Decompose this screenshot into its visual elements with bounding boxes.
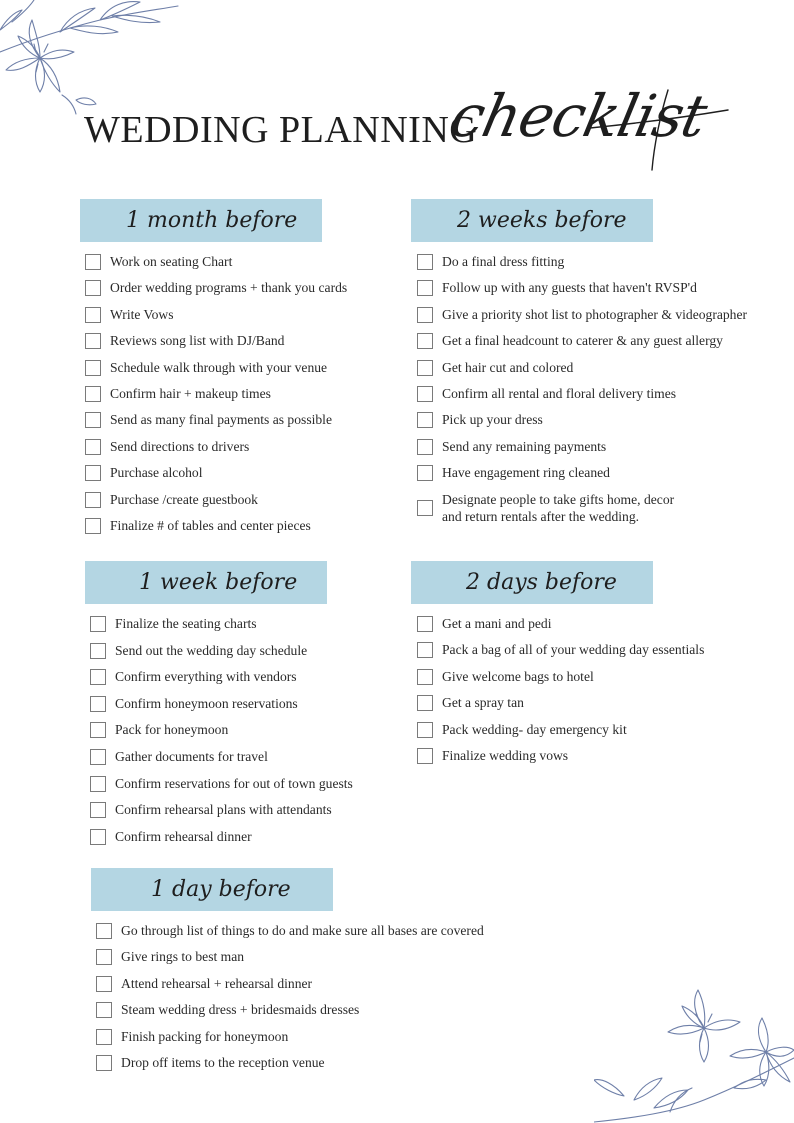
checkbox[interactable] [85,280,101,296]
list-item [85,491,347,517]
list-item [417,615,704,641]
item-label: Attend rehearsal + rehearsal dinner [121,975,313,991]
item-label: Finalize wedding vows [442,747,569,763]
list-item [417,694,704,720]
checkbox[interactable] [90,616,106,632]
list-item [90,642,353,669]
list-item [417,306,747,332]
section-1-month-before [80,199,347,543]
item-label: Finish packing for honeymoon [121,1028,289,1044]
list-item [96,1054,484,1080]
section-header: 2 days before [411,561,653,604]
item-label: Confirm all rental and floral delivery times [442,385,677,401]
list-item [85,279,347,305]
item-label: Finalize # of tables and center pieces [110,517,311,533]
list-item [90,748,353,775]
list-item [90,828,353,855]
item-label: Send out the wedding day schedule [115,642,308,658]
item-label: Go through list of things to do and make sure all bases are covered [121,923,484,938]
list-item [85,253,347,279]
checkbox[interactable] [417,695,433,711]
checkbox[interactable] [417,669,433,685]
checkbox[interactable] [90,829,106,845]
checklist [80,253,347,543]
item-label: Do a final dress fitting [442,254,565,269]
item-label: Confirm hair + makeup times [110,385,271,401]
item-label: Drop off items to the reception venue [121,1054,325,1070]
checkbox[interactable] [85,333,101,349]
checkbox[interactable] [96,949,112,965]
list-item [90,615,353,642]
item-label-line: and return rentals after the wedding. [442,508,640,524]
item-label: Get a spray tan [442,695,524,711]
list-item [417,253,747,279]
checklist [411,253,747,531]
list-item [85,385,347,411]
item-label: Work on seating Chart [110,254,233,269]
item-label: Steam wedding dress + bridesmaids dresses [121,1002,360,1018]
checklist [85,615,353,854]
list-item [96,1001,484,1027]
list-item [417,385,747,411]
item-label: Give a priority shot list to photographer & videographer [442,306,748,322]
checkbox[interactable] [417,465,433,481]
item-label: Send as many final payments as possible [110,412,332,428]
list-item [85,411,347,437]
checkbox[interactable] [96,923,112,939]
item-label: Give rings to best man [121,949,245,965]
checkbox[interactable] [417,280,433,296]
list-item [417,332,747,358]
floral-icon [0,0,180,115]
checkbox[interactable] [85,386,101,402]
checkbox[interactable] [96,1029,112,1045]
checkbox[interactable] [90,696,106,712]
item-label: Schedule walk through with your venue [110,359,328,375]
item-label: Order wedding programs + thank you cards [110,280,348,296]
list-item [96,975,484,1001]
checkbox[interactable] [417,748,433,764]
list-item [85,359,347,385]
list-item [90,721,353,748]
item-label: Gather documents for travel [115,748,268,764]
item-label: Get hair cut and colored [442,359,574,375]
list-item [85,306,347,332]
item-label: Pack for honeymoon [115,722,229,737]
section-1-day-before [91,868,484,1080]
floral-icon [594,988,794,1123]
item-label: Finalize the seating charts [115,616,257,631]
list-item [417,464,747,490]
checkbox[interactable] [96,1055,112,1071]
item-label: Confirm honeymoon reservations [115,695,298,711]
section-header: 1 month before [80,199,322,242]
checkbox[interactable] [90,669,106,685]
section-2-days-before [411,561,704,773]
list-item [90,668,353,695]
item-label: Send any remaining payments [442,438,607,454]
item-label-line: Designate people to take gifts home, decor [442,491,675,507]
item-label: Confirm rehearsal plans with attendants [115,802,332,817]
list-item [417,279,747,305]
list-item [85,332,347,358]
item-label: Give welcome bags to hotel [442,668,594,684]
checkbox[interactable] [85,492,101,508]
checkbox[interactable] [417,722,433,738]
item-label: Pack wedding- day emergency kit [442,721,627,737]
checkbox[interactable] [96,976,112,992]
checkbox[interactable] [417,412,433,428]
list-item [417,438,747,464]
item-label: Have engagement ring cleaned [442,465,610,481]
list-item [417,668,704,694]
list-item [96,948,484,974]
checkbox[interactable] [85,518,101,534]
list-item [417,721,704,747]
item-label: Purchase alcohol [110,465,203,481]
checklist [91,922,484,1080]
checkbox[interactable] [85,360,101,376]
item-label: Confirm reservations for out of town guests [115,775,353,791]
checkbox[interactable] [417,642,433,658]
checkbox[interactable] [85,307,101,323]
item-label: Write Vows [110,306,174,322]
section-2-weeks-before [411,199,747,531]
list-item [417,747,704,773]
checkbox[interactable] [85,412,101,428]
checkbox[interactable] [90,776,106,792]
item-label: Confirm everything with vendors [115,669,297,684]
checkbox[interactable] [417,616,433,632]
list-item [90,801,353,828]
checkbox[interactable] [85,439,101,455]
section-header: 1 week before [85,561,327,604]
checkbox[interactable] [96,1002,112,1018]
checkbox[interactable] [90,643,106,659]
item-label: Follow up with any guests that haven't RVSP'd [442,280,697,296]
checkbox[interactable] [417,439,433,455]
list-item [85,517,347,543]
title-flourish [590,88,730,172]
section-1-week-before [85,561,353,854]
list-item [417,491,747,531]
checkbox[interactable] [85,254,101,270]
list-item [90,775,353,802]
checkbox[interactable] [417,386,433,402]
list-item [96,922,484,948]
list-item [417,359,747,385]
item-label: Purchase /create guestbook [110,491,258,507]
item-label: Get a final headcount to caterer & any guest allergy [442,333,723,349]
list-item [85,464,347,490]
item-label: Pack a bag of all of your wedding day essentials [442,642,705,658]
item-label: Send directions to drivers [110,438,250,454]
list-item [85,438,347,464]
checkbox[interactable] [417,500,433,516]
checkbox[interactable] [417,333,433,349]
page-title: WEDDING PLANNING [84,109,478,151]
page-title-script: checklist [444,82,713,150]
list-item [90,695,353,722]
item-label [442,491,674,525]
item-label: Pick up your dress [442,412,543,428]
checkbox[interactable] [90,722,106,738]
list-item [417,411,747,437]
section-header: 2 weeks before [411,199,653,242]
section-header: 1 day before [91,868,333,911]
checkbox[interactable] [85,465,101,481]
checkbox[interactable] [417,254,433,270]
list-item [417,641,704,667]
list-item [96,1028,484,1054]
item-label: Reviews song list with DJ/Band [110,333,285,349]
checkbox[interactable] [417,307,433,323]
item-label: Get a mani and pedi [442,616,552,631]
checkbox[interactable] [417,360,433,376]
checklist [411,615,704,773]
checkbox[interactable] [90,802,106,818]
checkbox[interactable] [90,749,106,765]
item-label: Confirm rehearsal dinner [115,828,252,844]
